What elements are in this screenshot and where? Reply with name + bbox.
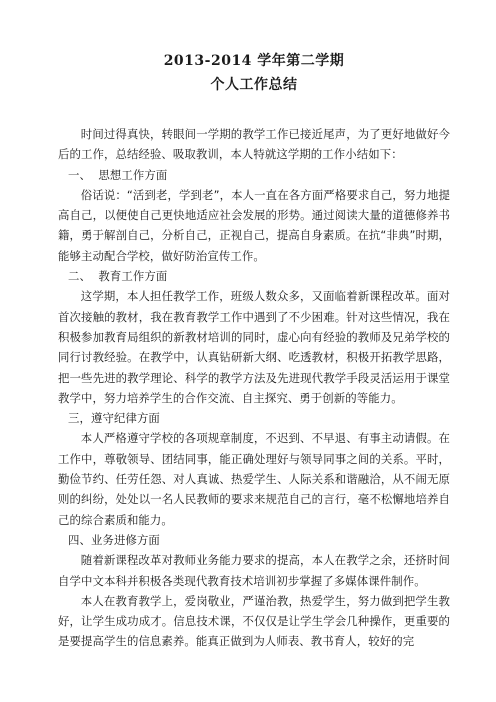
section-heading-education: 二、 教育工作方面 xyxy=(68,269,168,284)
section-paragraph-study-2: 本人在教育教学上，爱岗敬业，严谨治教，热爱学生，努力做到把学生教好，让学生成功成才。信息技术课，不仅仅是让学生学会几种操作，更重要的是要提高学生的信息素养。能真正做到为人师表、教书育人，较好的完 xyxy=(58,593,450,649)
document-body xyxy=(58,124,450,652)
section-heading-thought: 一、 思想工作方面 xyxy=(68,167,168,182)
section-paragraph-discipline: 本人严格遵守学校的各项规章制度，不迟到、不早退、有事主动请假。在工作中，尊敬领导、团结同事，能正确处理好与领导同事之间的关系。平时，勤俭节约、任劳任怨、对人真诚、热爱学生、人际关系和谐融洽，从不闹无原则的纠纷，处处以一名人民教师的要求来规范自己的言行，毫不松懈地培养自己的综合素质和能力。 xyxy=(58,431,450,527)
section-paragraph-study-1: 随着新课程改革对教师业务能力要求的提高，本人在教学之余，还挤时间自学中文本科并积极各类现代教育技术培训初步掌握了多媒体课件制作。 xyxy=(58,553,450,588)
section-heading-study: 四、业务进修方面 xyxy=(68,532,160,547)
intro-paragraph: 时间过得真快，转眼间一学期的教学工作已接近尾声，为了更好地做好今后的工作，总结经验、吸取教训，本人特就这学期的工作小结如下： xyxy=(58,127,450,162)
section-heading-discipline: 三，遵守纪律方面 xyxy=(68,411,160,426)
section-paragraph-thought: 俗话说：“活到老，学到老”，本人一直在各方面严格要求自己，努力地提高自己，以便使自己更快地适应社会发展的形势。通过阅读大量的道德修养书籍，勇于解剖自己，分析自己，正视自己，提高自身素质。在抗“非典”时期，能够主动配合学校，做好防治宣传工作。 xyxy=(58,187,450,263)
section-paragraph-education: 这学期，本人担任教学工作，班级人数众多，又面临着新课程改革。面对首次接触的教材，我在教育教学工作中遇到了不少困难。针对这些情况，我在积极参加教育局组织的新教材培训的同时，虚心向有经验的教师及兄弟学校的同行讨教经验。在教学中，认真钻研新大纲、吃透教材，积极开拓教学思路，把一些先进的教学理论、科学的教学方法及先进现代教学手段灵活运用于课堂教学中，努力培养学生的合作交流、自主探究、勇于创新的等能力。 xyxy=(58,289,450,405)
document-title: 2013-2014 学年第二学期 xyxy=(163,53,345,69)
document-subtitle: 个人工作总结 xyxy=(210,77,298,93)
